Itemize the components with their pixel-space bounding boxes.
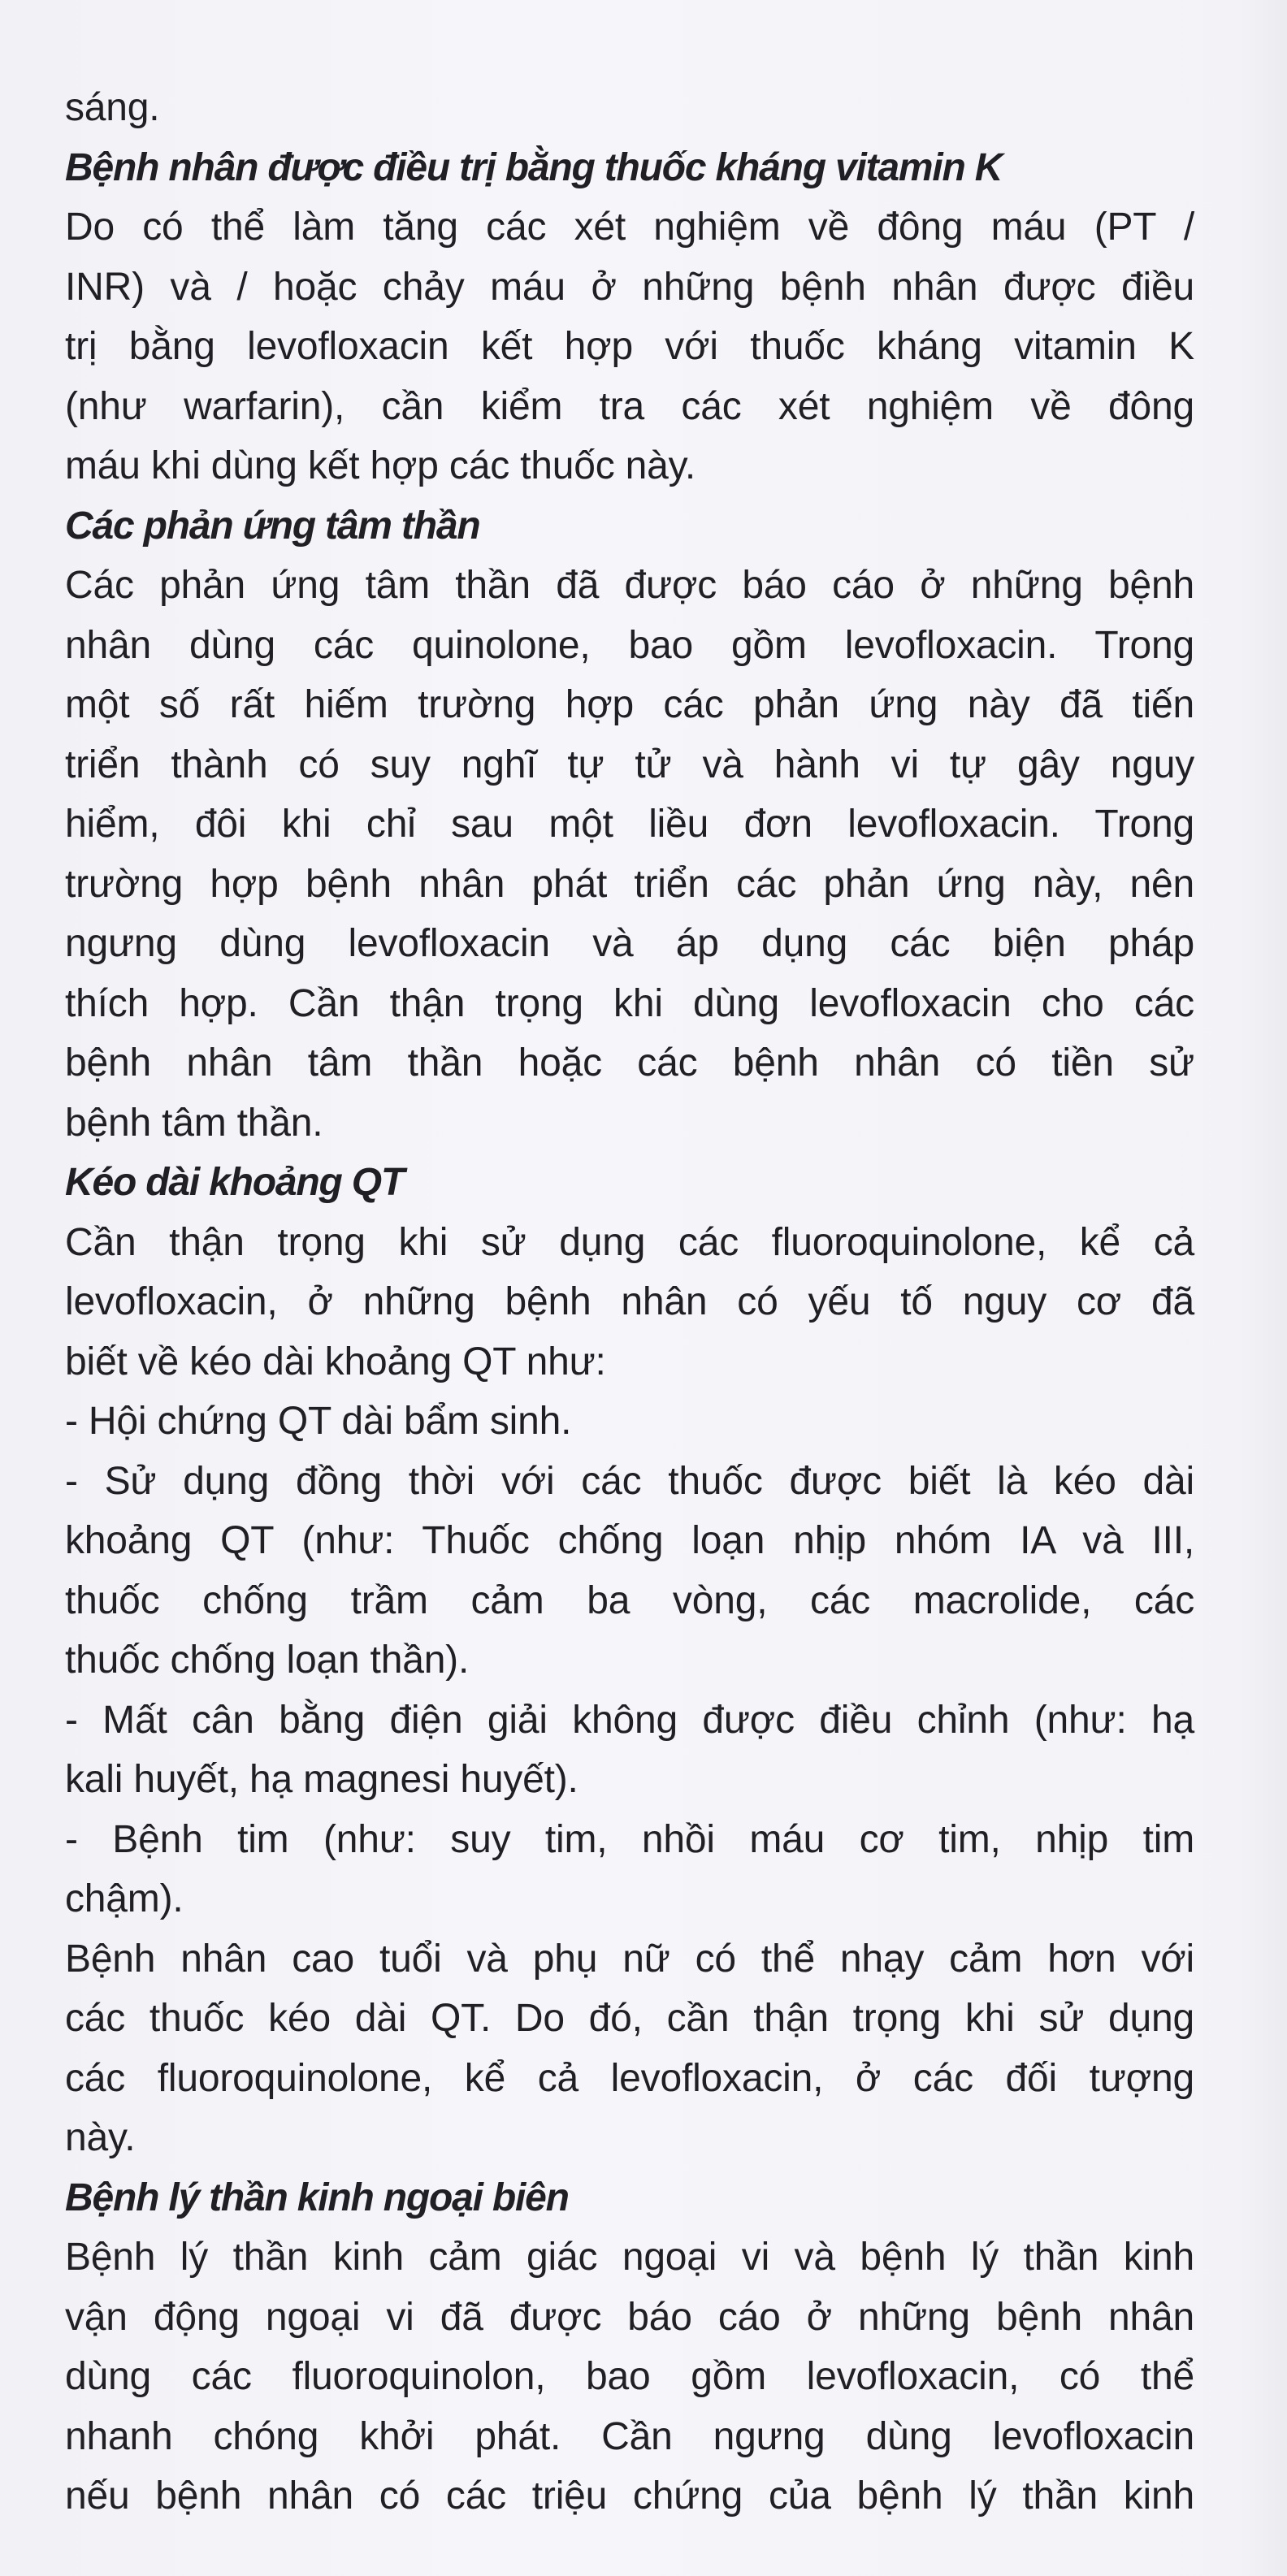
page-edge-shadow xyxy=(1238,0,1287,2576)
body-text-line: Các phản ứng tâm thần đã được báo cáo ở những bệnh xyxy=(65,564,1194,607)
body-text-line: trường hợp bệnh nhân phát triển các phản ứng này, nên xyxy=(65,862,1194,906)
body-text-line: - Mất cân bằng điện giải không được điều chỉnh (như: hạ xyxy=(65,1698,1194,1742)
document-text-column xyxy=(65,78,1194,2526)
body-text-line: levofloxacin, ở những bệnh nhân có yếu tố nguy cơ đã xyxy=(65,1280,1194,1323)
body-text-line: trị bằng levofloxacin kết hợp với thuốc kháng vitamin K xyxy=(65,325,1194,368)
body-text-line: - Hội chứng QT dài bẩm sinh. xyxy=(65,1400,572,1443)
body-text-line: máu khi dùng kết hợp các thuốc này. xyxy=(65,444,696,487)
body-text-line: triển thành có suy nghĩ tự tử và hành vi tự gây nguy xyxy=(65,742,1194,786)
body-text-line: chậm). xyxy=(65,1877,184,1920)
body-text-line: sáng. xyxy=(65,86,160,129)
body-text-line: thích hợp. Cần thận trọng khi dùng levofloxacin cho các xyxy=(65,981,1194,1025)
body-text-line: Do có thể làm tăng các xét nghiệm về đông máu (PT / xyxy=(65,206,1194,249)
body-text-line: thuốc chống trầm cảm ba vòng, các macrolide, các xyxy=(65,1578,1194,1622)
section-heading: Các phản ứng tâm thần xyxy=(65,504,480,548)
body-text-line: ngưng dùng levofloxacin và áp dụng các biện pháp xyxy=(65,922,1194,965)
body-text-line: Bệnh nhân cao tuổi và phụ nữ có thể nhạy cảm hơn với xyxy=(65,1937,1194,1981)
body-text-line: nếu bệnh nhân có các triệu chứng của bệnh lý thần kinh xyxy=(65,2474,1194,2518)
body-text-line: dùng các fluoroquinolon, bao gồm levofloxacin, có thể xyxy=(65,2355,1194,2398)
body-text-line: nhân dùng các quinolone, bao gồm levofloxacin. Trong xyxy=(65,623,1194,667)
section-heading: Bệnh lý thần kinh ngoại biên xyxy=(65,2176,569,2219)
body-text-line: thuốc chống loạn thần). xyxy=(65,1639,470,1682)
body-text-line: khoảng QT (như: Thuốc chống loạn nhịp nhóm IA và III, xyxy=(65,1519,1194,1562)
body-text-line: hiểm, đôi khi chỉ sau một liều đơn levofloxacin. Trong xyxy=(65,803,1194,846)
body-text-line: kali huyết, hạ magnesi huyết). xyxy=(65,1758,578,1801)
body-text-line: nhanh chóng khởi phát. Cần ngưng dùng levofloxacin xyxy=(65,2414,1194,2458)
body-text-line: này. xyxy=(65,2116,136,2159)
body-text-line: vận động ngoại vi đã được báo cáo ở những bệnh nhân xyxy=(65,2295,1194,2339)
body-text-line: biết về kéo dài khoảng QT như: xyxy=(65,1340,606,1383)
body-text-line: các thuốc kéo dài QT. Do đó, cần thận trọng khi sử dụng xyxy=(65,1997,1194,2040)
section-heading: Bệnh nhân được điều trị bằng thuốc kháng vitamin K xyxy=(65,145,1003,189)
body-text-line: - Bệnh tim (như: suy tim, nhồi máu cơ tim, nhịp tim xyxy=(65,1817,1194,1861)
body-text-line: bệnh tâm thần. xyxy=(65,1101,323,1145)
body-text-line: bệnh nhân tâm thần hoặc các bệnh nhân có tiền sử xyxy=(65,1041,1194,1085)
section-heading: Kéo dài khoảng QT xyxy=(65,1161,404,1204)
body-text-line: các fluoroquinolone, kể cả levofloxacin, ở các đối tượng xyxy=(65,2056,1194,2100)
body-text-line: - Sử dụng đồng thời với các thuốc được biết là kéo dài xyxy=(65,1459,1194,1503)
body-text-line: một số rất hiếm trường hợp các phản ứng này đã tiến xyxy=(65,683,1194,726)
body-text-line: (như warfarin), cần kiểm tra các xét nghiệm về đông xyxy=(65,384,1194,428)
body-text-line: INR) và / hoặc chảy máu ở những bệnh nhân được điều xyxy=(65,265,1194,309)
body-text-line: Bệnh lý thần kinh cảm giác ngoại vi và bệnh lý thần kinh xyxy=(65,2236,1194,2279)
body-text-line: Cần thận trọng khi sử dụng các fluoroquinolone, kể cả xyxy=(65,1220,1194,1264)
